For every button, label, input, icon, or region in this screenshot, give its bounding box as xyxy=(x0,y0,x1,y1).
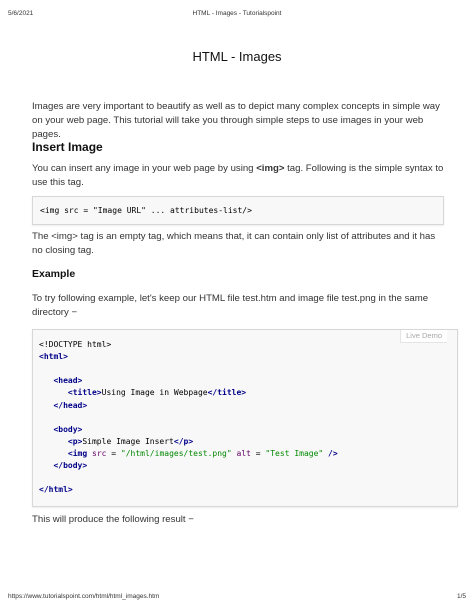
code-indent xyxy=(39,449,68,458)
code-indent xyxy=(39,376,53,385)
code-token-pln: = xyxy=(106,448,121,458)
code-token-tag: <img xyxy=(67,448,88,458)
code-indent xyxy=(39,425,53,434)
code-token-pln: Simple Image Insert xyxy=(82,436,174,446)
insert-text-before: You can insert any image in your web page by using xyxy=(32,163,257,174)
code-token-pln: Using Image in Webpage xyxy=(101,388,208,398)
example-heading: Example xyxy=(32,268,76,280)
code-indent xyxy=(39,401,53,410)
code-line xyxy=(39,485,73,495)
code-token-tag: /> xyxy=(328,448,338,458)
insert-text-after: tag. Following is the simple syntax to use this tag. xyxy=(32,163,444,188)
result-paragraph: This will produce the following result − xyxy=(32,514,194,525)
live-demo-button[interactable]: Live Demo xyxy=(400,330,447,343)
insert-image-paragraph xyxy=(32,162,444,190)
page-title: HTML - Images xyxy=(192,49,282,64)
code-line xyxy=(39,340,111,350)
code-line xyxy=(39,437,193,447)
code-indent xyxy=(39,461,53,470)
code-token-tag: <p> xyxy=(67,436,83,446)
code-token-doc: <!DOCTYPE html> xyxy=(39,340,112,349)
code-token-attr: alt xyxy=(236,448,251,458)
empty-tag-paragraph: The <img> tag is an empty tag, which means that, it can contain only list of attributes and it has no closing tag. xyxy=(32,231,436,256)
code-token-tag: <html> xyxy=(39,352,68,362)
code-token-tag: </p> xyxy=(173,436,194,446)
code-token-str: "Test Image" xyxy=(265,448,324,458)
code-line xyxy=(39,449,338,459)
code-token-tag: <body> xyxy=(53,424,83,434)
code-token-pln: = xyxy=(250,448,266,458)
intro-paragraph: Images are very important to beautify as well as to depict many complex concepts in simple way on your web page. This tutorial will take you through simple steps to use images in your web pages. xyxy=(32,101,440,140)
code-line xyxy=(39,461,87,471)
code-token-tag: </body> xyxy=(53,461,88,470)
code-token-tag: </html> xyxy=(39,485,73,495)
code-line xyxy=(39,425,82,435)
img-tag-inline: <img> xyxy=(256,163,285,174)
code-indent xyxy=(39,437,68,446)
code-token-attr: src xyxy=(92,448,107,458)
code-line xyxy=(39,388,246,398)
syntax-code-line: <img src = "Image URL" ... attributes-list/> xyxy=(40,206,252,215)
print-page-number: 1/5 xyxy=(456,593,466,600)
print-url: https://www.tutorialspoint.com/html/html_images.htm xyxy=(8,593,160,600)
code-token-tag: </title> xyxy=(207,388,247,398)
print-date: 5/6/2021 xyxy=(8,10,34,17)
code-line xyxy=(39,401,87,411)
code-token-tag: <head> xyxy=(53,376,83,386)
code-line xyxy=(39,376,82,386)
code-token-str: "/html/images/test.png" xyxy=(120,448,232,458)
example-code-block xyxy=(32,329,458,507)
example-paragraph: To try following example, let's keep our HTML file test.htm and image file test.png in the same directory − xyxy=(32,293,429,318)
print-page-title: HTML - Images - Tutorialspoint xyxy=(192,10,282,17)
code-token-tag: </head> xyxy=(53,400,88,410)
code-line xyxy=(39,352,68,362)
code-token-tag: <title> xyxy=(67,388,102,398)
section-heading-insert-image: Insert Image xyxy=(32,140,103,154)
syntax-code-block xyxy=(32,196,444,225)
code-indent xyxy=(39,388,68,397)
print-header xyxy=(0,10,474,20)
